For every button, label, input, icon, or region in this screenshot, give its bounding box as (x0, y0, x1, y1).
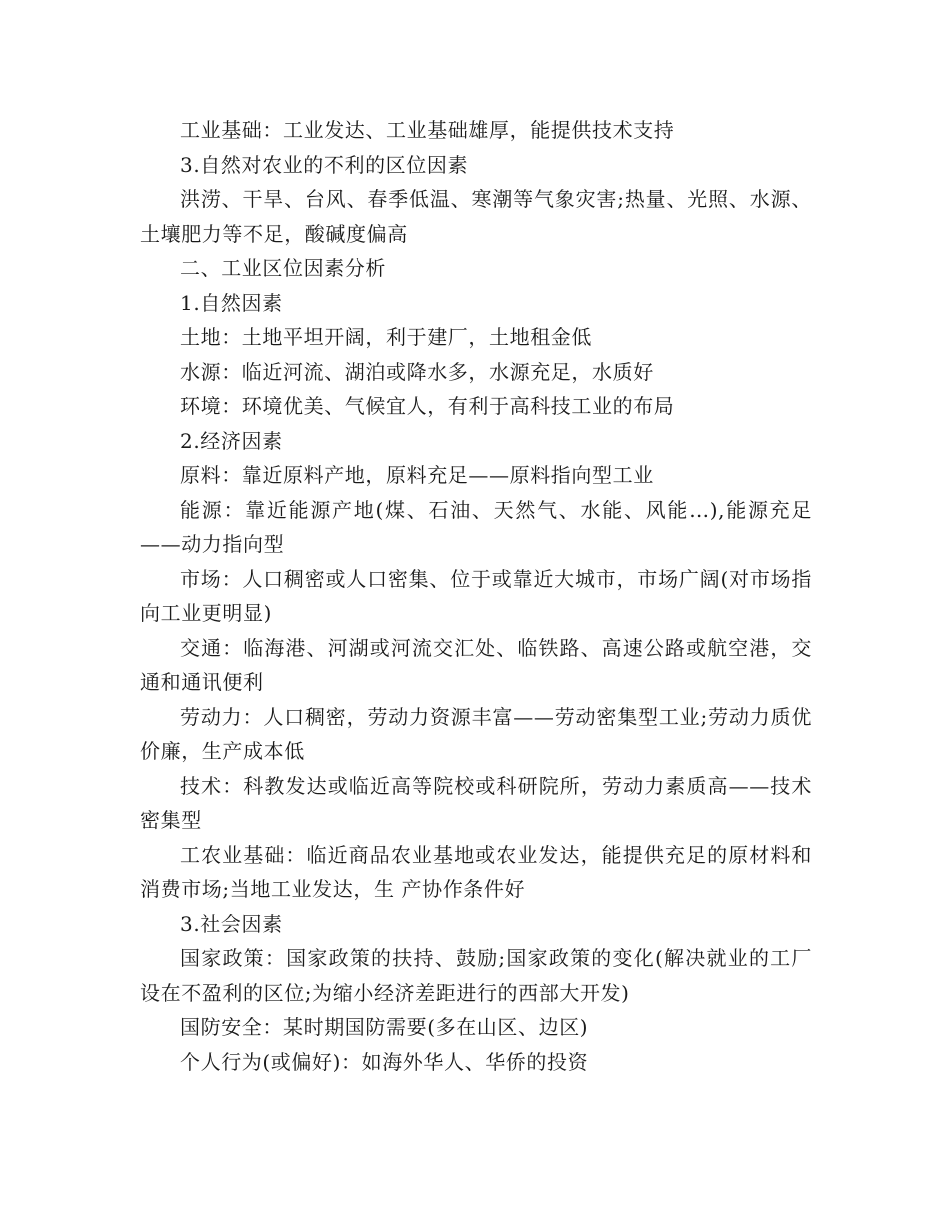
paragraph-transportation: 交通：临海港、河湖或河流交汇处、临铁路、高速公路或航空港，交通和通讯便利 (140, 635, 812, 694)
paragraph-national-defense: 国防安全：某时期国防需要(多在山区、边区) (180, 1015, 589, 1039)
paragraph-industrial-foundation: 工业基础：工业发达、工业基础雄厚，能提供技术支持 (180, 118, 675, 142)
paragraph-market: 市场：人口稠密或人口密集、位于或靠近大城市，市场广阔(对市场指向工业更明显) (140, 566, 812, 625)
paragraph-labor: 劳动力：人口稠密，劳动力资源丰富——劳动密集型工业;劳动力质优价廉，生产成本低 (140, 704, 812, 763)
paragraph-personal-preference: 个人行为(或偏好)：如海外华人、华侨的投资 (180, 1049, 589, 1074)
paragraph-land: 土地：土地平坦开阔，利于建厂，土地租金低 (180, 325, 592, 349)
heading-economic-factors: 2.经济因素 (180, 428, 283, 453)
heading-industrial-location-analysis: 二、工业区位因素分析 (180, 256, 386, 280)
paragraph-natural-disasters: 洪涝、干旱、台风、春季低温、寒潮等气象灾害;热量、光照、水源、土壤肥力等不足，酸碱度偏高 (140, 187, 812, 246)
document-body (140, 113, 812, 1079)
paragraph-environment: 环境：环境优美、气候宜人，有利于高科技工业的布局 (180, 394, 675, 418)
paragraph-energy: 能源：靠近能源产地(煤、石油、天然气、水能、风能…),能源充足——动力指向型 (140, 497, 812, 556)
heading-social-factors: 3.社会因素 (180, 911, 283, 936)
paragraph-raw-materials: 原料：靠近原料产地，原料充足——原料指向型工业 (180, 463, 654, 487)
heading-natural-factors: 1.自然因素 (180, 290, 283, 315)
paragraph-national-policy: 国家政策：国家政策的扶持、鼓励;国家政策的变化(解决就业的工厂设在不盈利的区位;为缩小经济差距进行的西部大开发) (140, 946, 812, 1005)
paragraph-water-source: 水源：临近河流、湖泊或降水多，水源充足，水质好 (180, 359, 654, 384)
paragraph-agro-industrial-base: 工农业基础：临近商品农业基地或农业发达，能提供充足的原材料和消费市场;当地工业发达，生 产协作条件好 (140, 842, 812, 901)
heading-agriculture-unfavorable-factors: 3.自然对农业的不利的区位因素 (180, 152, 469, 177)
paragraph-technology: 技术：科教发达或临近高等院校或科研院所，劳动力素质高——技术密集型 (140, 773, 812, 832)
